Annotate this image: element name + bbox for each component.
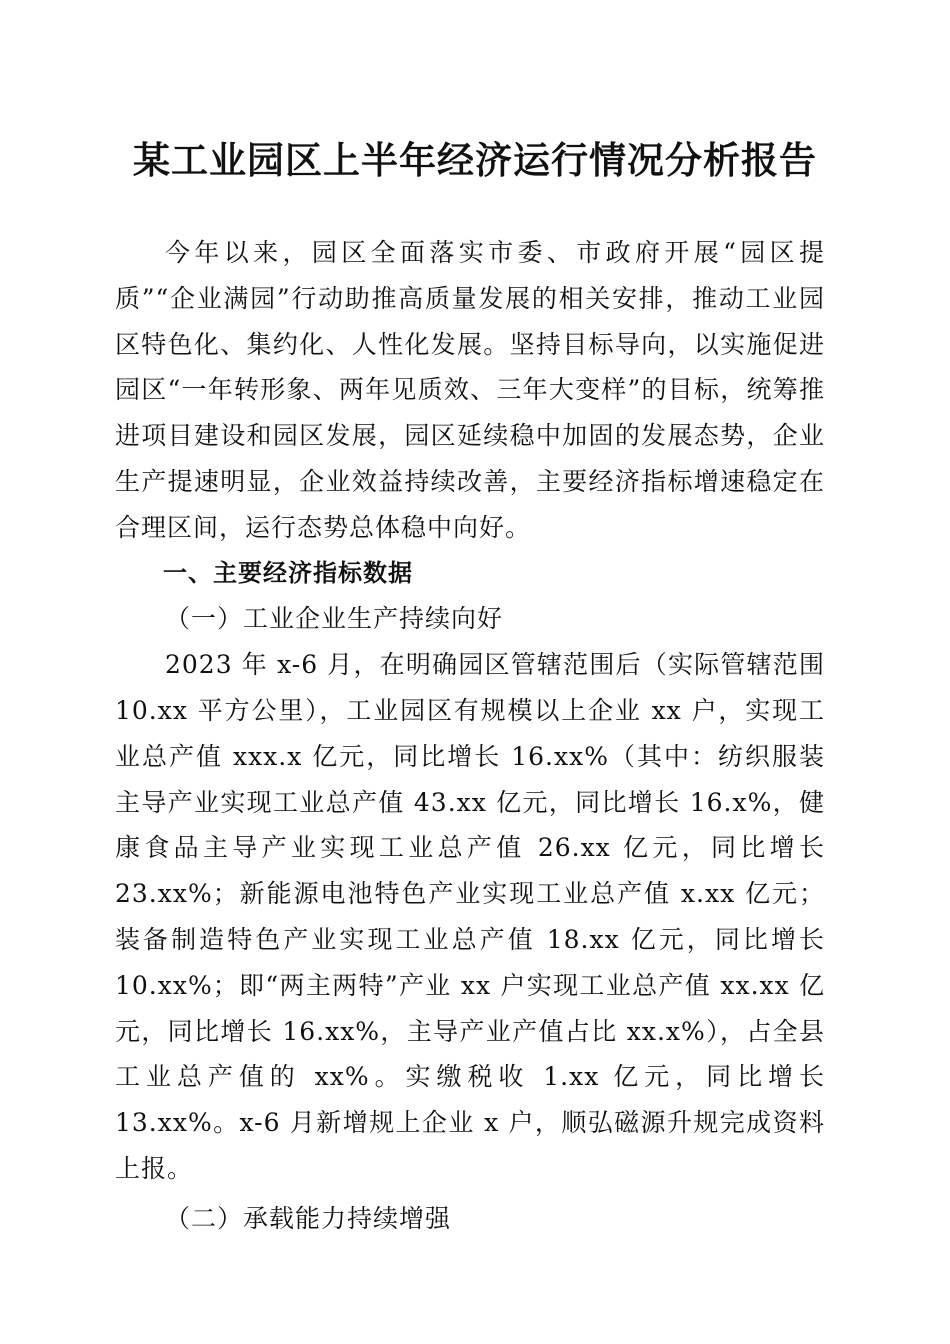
subsection-heading-2: （二）承载能力持续增强 bbox=[165, 1203, 452, 1233]
subsection-heading-1: （一）工业企业生产持续向好 bbox=[165, 604, 504, 634]
document-body bbox=[115, 230, 825, 1242]
section-heading-1: 一、主要经济指标数据 bbox=[163, 558, 413, 587]
subsection-1-paragraph: 2023 年 x-6 月，在明确园区管辖范围后（实际管辖范围 10.xx 平方公里），工业园区有规模以上企业 xx 户，实现工业总产值 xxx.x 亿元，同比增长 16.xx%（其中：纺织服装主导产业实现工业总产值 43.xx 亿元，同比增长 16.x%，健康食品主导产业实现工业总产值 26.xx 亿元，同比增长 23.xx%；新能源电池特色产业实现工业总产值 x.xx 亿元；装备制造特色产业实现工业总产值 18.xx 亿元，同比增长 10.xx%；即“两主两特”产业 xx 户实现工业总产值 xx.xx 亿元，同比增长 16.xx%，主导产业产值占比 xx.x%），占全县工业总产值的 xx%。实缴税收 1.xx 亿元，同比增长 13.xx%。x-6 月新增规上企业 x 户，顺弘磁源升规完成资料上报。 bbox=[115, 650, 825, 1183]
document-title: 某工业园区上半年经济运行情况分析报告 bbox=[133, 138, 817, 182]
intro-paragraph: 今年以来，园区全面落实市委、市政府开展“园区提质”“企业满园”行动助推高质量发展的相关安排，推动工业园区特色化、集约化、人性化发展。坚持目标导向，以实施促进园区“一年转形象、两年见质效、三年大变样”的目标，统筹推进项目建设和园区发展，园区延续稳中加固的发展态势，企业生产提速明显，企业效益持续改善，主要经济指标增速稳定在合理区间，运行态势总体稳中向好。 bbox=[115, 238, 825, 542]
